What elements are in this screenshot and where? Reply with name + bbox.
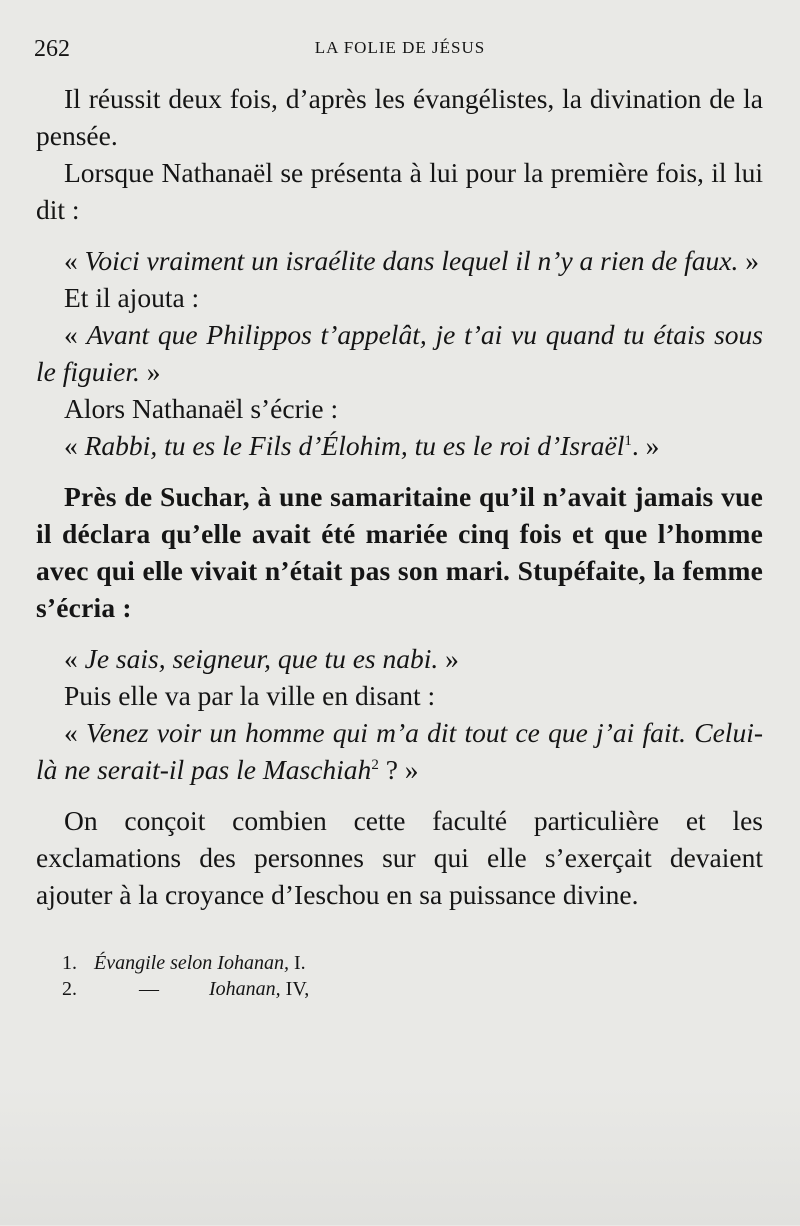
- page-number: 262: [34, 36, 70, 62]
- quotation: « Je sais, seigneur, que tu es nabi. »: [64, 643, 459, 674]
- page-bleed-through: [0, 1085, 800, 1225]
- footnotes: [62, 950, 762, 1002]
- footnote-ref: 1: [624, 432, 632, 449]
- paragraph: Lorsque Nathanaël se présenta à lui pour la première fois, il lui dit :: [36, 157, 763, 225]
- quotation: « Venez voir un homme qui m’a dit tout ce que j’ai fait. Celui-là ne serait-il pas le Maschiah$^2$ ? »: [36, 717, 764, 785]
- footnote: 1. Évangile selon Iohanan, I.: [62, 952, 306, 974]
- paragraph: Puis elle va par la ville en disant :: [64, 680, 436, 711]
- quotation: « Rabbi, tu es le Fils d’Élohim, tu es le roi d’Israël$^1$. »: [64, 430, 660, 461]
- paragraph: Alors Nathanaël s’écrie :: [64, 393, 339, 424]
- main-text: [36, 80, 763, 913]
- paragraph: Et il ajouta :: [64, 282, 200, 313]
- paragraph: On conçoit combien cette faculté particulière et les exclamations des personnes sur qui elle s’exerçait devaient ajouter à la croyance d’Ieschou en sa puissance divine.: [36, 805, 763, 910]
- quotation: « Avant que Philippos t’appelât, je t’ai vu quand tu étais sous le figuier. »: [36, 319, 764, 387]
- paragraph: Il réussit deux fois, d’après les évangélistes, la divination de la pensée.: [36, 83, 763, 151]
- paragraph: Près de Suchar, à une samaritaine qu’il n’avait jamais vue il déclara qu’elle avait été mariée cinq fois et que l’homme avec qui elle vivait n’était pas son mari. Stupéfaite, la femme s’écria :: [36, 481, 763, 623]
- footnote-ref: 2: [371, 756, 379, 773]
- page-header: [34, 30, 766, 70]
- running-title: LA FOLIE DE JÉSUS: [314, 38, 486, 57]
- footnote: 2. — Iohanan, IV,: [62, 978, 310, 1000]
- quotation: « Voici vraiment un israélite dans lequel il n’y a rien de faux. »: [64, 245, 760, 276]
